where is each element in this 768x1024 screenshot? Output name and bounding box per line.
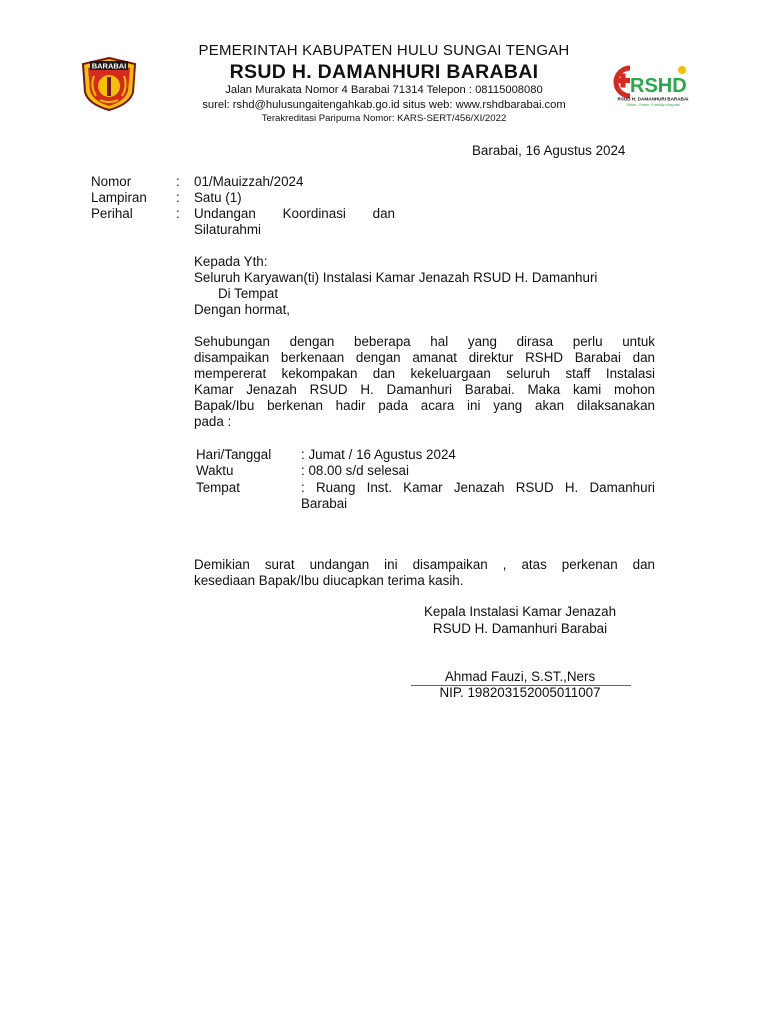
recipient-name: Seluruh Karyawan(ti) Instalasi Kamar Jenazah RSUD H. Damanhuri [194,270,598,285]
contact-line: surel: rshd@hulusungaitengahkab.go.id situs web: www.rshdbarabai.com [202,99,566,111]
event-place-value-line-2: Barabai [301,496,348,511]
nomor-label: Nomor [91,174,132,189]
event-place-label: Tempat [196,480,240,495]
paragraph-line: Demikian surat undangan ini disampaikan , atas perkenan dan [194,557,655,572]
recipient-place: Di Tempat [218,286,279,301]
signature-name: Ahmad Fauzi, S.ST.,Ners [444,669,596,684]
paragraph-line: Bapak/Ibu berkenan hadir pada acara ini yang akan dilaksanakan [194,398,655,413]
address-line: Jalan Murakata Nomor 4 Barabai 71314 Telepon : 08115008080 [225,84,543,96]
event-place-value-line-1: : Ruang Inst. Kamar Jenazah RSUD H. Damanhuri [301,480,655,495]
event-day-label: Hari/Tanggal [196,447,272,462]
nomor-value: 01/Mauizzah/2024 [194,174,304,189]
left-logo-text: BARABAI [91,61,127,71]
paragraph-line: Sehubungan dengan beberapa hal yang dirasa perlu untuk [194,334,655,349]
paragraph-line: kesediaan Bapak/Ibu diucapkan terima kasih. [194,573,464,588]
hospital-name: RSUD H. DAMANHURI BARABAI [229,61,539,83]
event-time-value: : 08.00 s/d selesai [301,463,409,478]
paragraph-line: mempererat kekompakan dan kekeluargaan seluruh staff Instalasi [194,366,655,381]
lampiran-colon: : [176,190,180,205]
lampiran-label: Lampiran [91,190,147,205]
body-paragraph-1 [194,334,655,430]
paragraph-line: pada : [194,414,232,429]
signature-title-1: Kepala Instalasi Kamar Jenazah [423,604,617,619]
perihal-value-line-1: Undangan Koordinasi dan [194,206,395,221]
right-logo-text: RSHD [630,75,687,97]
right-logo-caption: RSUD H. DAMANHURI BARABAI [617,96,689,102]
perihal-label: Perihal [91,206,133,221]
signature-nip: NIP. 198203152005011007 [439,685,601,700]
paragraph-line: disampaikan berkenaan dengan amanat direktur RSHD Barabai dan [194,350,655,365]
body-paragraph-2 [194,557,655,589]
recipient-to: Kepada Yth: [194,254,268,269]
perihal-colon: : [176,206,180,221]
government-heading: PEMERINTAH KABUPATEN HULU SUNGAI TENGAH [198,42,570,59]
event-day-value: : Jumat / 16 Agustus 2024 [301,447,456,462]
accreditation-line: Terakreditasi Paripurna Nomor: KARS-SERT/456/XI/2022 [261,113,507,124]
lampiran-value: Satu (1) [194,190,242,205]
nomor-colon: : [176,174,180,189]
signature-title-2: RSUD H. Damanhuri Barabai [432,621,608,636]
right-logo-tagline: Smart, Green, Friendly Hospital [626,103,680,107]
paragraph-line: Kamar Jenazah RSUD H. Damanhuri Barabai. Maka kami mohon [194,382,655,397]
perihal-value-line-2: Silaturahmi [194,222,261,237]
greeting: Dengan hormat, [194,302,291,317]
date-line: Barabai, 16 Agustus 2024 [472,143,626,158]
event-time-label: Waktu [196,463,234,478]
